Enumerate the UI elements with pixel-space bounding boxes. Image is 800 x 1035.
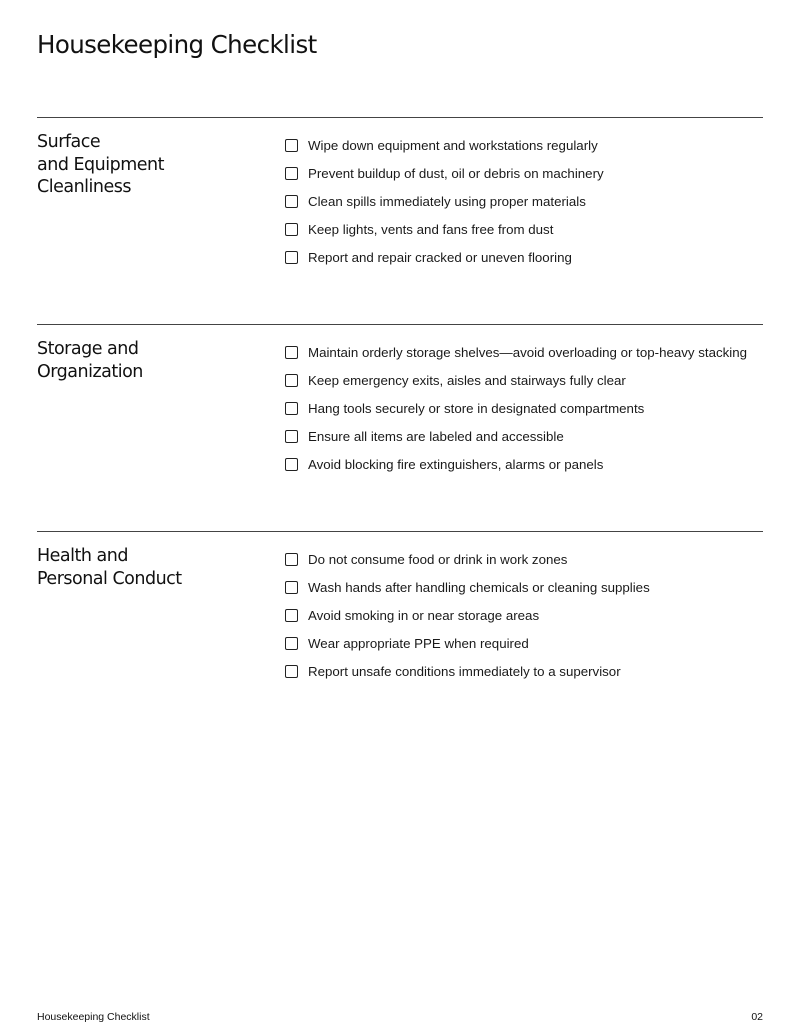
checklist: [285, 132, 604, 271]
checkbox[interactable]: [285, 195, 298, 208]
checklist-item-label: Wipe down equipment and workstations regularly: [308, 138, 598, 154]
checklist-item-label: Hang tools securely or store in designated compartments: [308, 400, 645, 416]
checklist-item-label: Keep lights, vents and fans free from dust: [308, 221, 554, 237]
checklist-item: [285, 243, 604, 271]
checklist-item: [285, 574, 650, 602]
checklist-item-label: Wash hands after handling chemicals or cleaning supplies: [308, 580, 650, 596]
footer-page-number: 02: [751, 1011, 763, 1023]
checkbox[interactable]: [285, 139, 298, 152]
checklist-item-label: Ensure all items are labeled and accessible: [308, 428, 564, 444]
section-title-line: Health and: [37, 546, 128, 566]
section-health-conduct: [37, 531, 763, 679]
section-title: [37, 545, 257, 590]
section-title: [37, 338, 257, 383]
checklist-item-label: Maintain orderly storage shelves—avoid overloading or top-heavy stacking: [308, 345, 748, 361]
checkbox[interactable]: [285, 223, 298, 236]
checklist-item: [285, 160, 604, 188]
section-title-line: Storage and: [37, 339, 139, 359]
footer-document-title: Housekeeping Checklist: [37, 1011, 150, 1023]
checkbox[interactable]: [285, 374, 298, 387]
section-surface-equipment: [37, 117, 763, 265]
checklist-item: [285, 602, 650, 630]
checkbox[interactable]: [285, 402, 298, 415]
checklist-item: [285, 188, 604, 216]
checklist-item-label: Prevent buildup of dust, oil or debris on machinery: [308, 166, 604, 182]
checkbox[interactable]: [285, 637, 298, 650]
section-title-line: and Equipment: [37, 154, 164, 175]
checklist-item: [285, 132, 604, 160]
checkbox[interactable]: [285, 665, 298, 678]
checkbox[interactable]: [285, 581, 298, 594]
checklist-item-label: Do not consume food or drink in work zones: [308, 552, 568, 568]
checklist-item: [285, 367, 747, 395]
checklist-item: [285, 629, 650, 657]
checkbox[interactable]: [285, 458, 298, 471]
checklist-item: [285, 339, 747, 367]
checkbox[interactable]: [285, 553, 298, 566]
checklist-item: [285, 657, 650, 685]
checklist-item: [285, 395, 747, 423]
checkbox[interactable]: [285, 251, 298, 264]
checkbox[interactable]: [285, 346, 298, 359]
checklist-item: [285, 215, 604, 243]
checklist-item: [285, 450, 747, 478]
checkbox[interactable]: [285, 609, 298, 622]
page-title: Housekeeping Checklist: [37, 30, 317, 59]
checklist-item-label: Avoid blocking fire extinguishers, alarms or panels: [308, 456, 604, 472]
checklist: [285, 339, 747, 478]
checklist-item: [285, 546, 650, 574]
section-title-line: Organization: [37, 361, 143, 382]
section-title: [37, 131, 257, 199]
checkbox[interactable]: [285, 430, 298, 443]
checklist-item: [285, 422, 747, 450]
section-title-line: Cleanliness: [37, 177, 131, 197]
checklist-item-label: Wear appropriate PPE when required: [308, 635, 529, 651]
checklist-item-label: Avoid smoking in or near storage areas: [308, 607, 540, 623]
section-storage-organization: [37, 324, 763, 472]
checklist-item-label: Report unsafe conditions immediately to a supervisor: [308, 663, 621, 679]
section-title-line: Surface: [37, 132, 101, 152]
section-title-line: Personal Conduct: [37, 568, 182, 589]
checklist: [285, 546, 650, 685]
checklist-item-label: Keep emergency exits, aisles and stairways fully clear: [308, 373, 626, 389]
checklist-item-label: Report and repair cracked or uneven flooring: [308, 249, 572, 265]
checkbox[interactable]: [285, 167, 298, 180]
checklist-item-label: Clean spills immediately using proper materials: [308, 193, 586, 209]
